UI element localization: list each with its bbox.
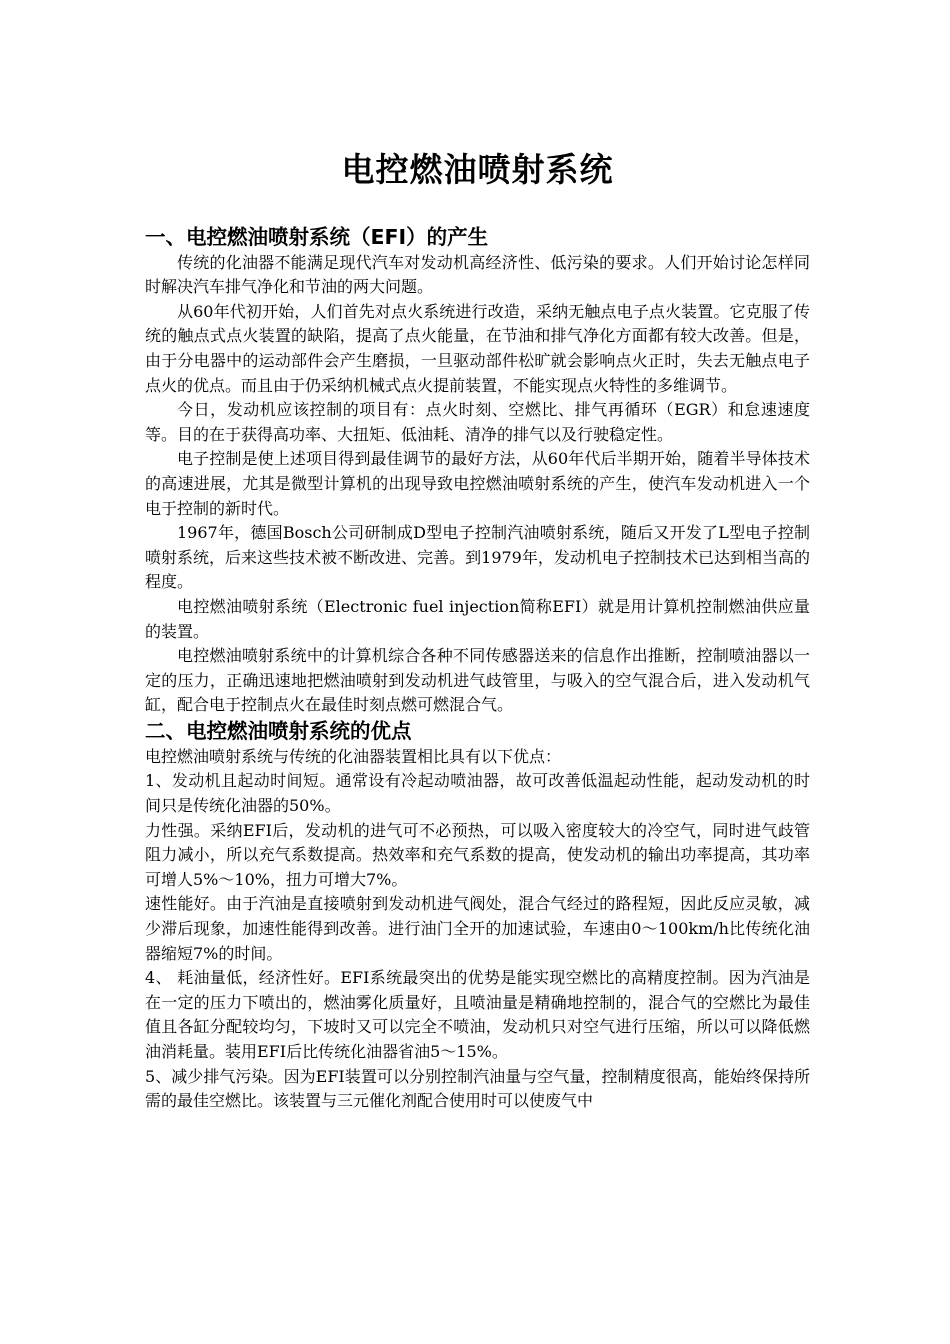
list-item: 4、 耗油量低，经济性好。EFI系统最突出的优势是能实现空燃比的高精度控制。因为汽油是在一定的压力下喷出的，燃油雾化质量好，且喷油量是精确地控制的，混合气的空燃比为最佳值且各缸分配较均匀，下坡时又可以完全不喷油，发动机只对空气进行压缩，所以可以降低燃油消耗量。装用EFI后比传统化油器省油5～15%。 [145,968,810,1061]
paragraph: 电控燃油喷射系统（Electronic fuel injection简称EFI）就是用计算机控制燃油供应量的装置。 [145,596,810,641]
paragraph: 1967年，德国Bosch公司研制成D型电子控制汽油喷射系统，随后又开发了L型电子控制喷射系统，后来这些技术被不断改进、完善。到1979年，发动机电子控制技术已达到相当高的程度。 [145,523,810,592]
section-efi-origin [145,224,810,718]
document-title: 电控燃油喷射系统 [341,150,614,189]
list-item: 速性能好。由于汽油是直接喷射到发动机进气阀处，混合气经过的路程短，因此反应灵敏，减少滞后现象，加速性能得到改善。进行油门全开的加速试验，车速由0～100km/h比传统化油器缩短7%的时间。 [145,894,810,963]
paragraph: 今日，发动机应该控制的项目有：点火时刻、空燃比、排气再循环（EGR）和怠速速度等。目的在于获得高功率、大扭矩、低油耗、清净的排气以及行驶稳定性。 [145,400,810,444]
section-efi-advantages [145,718,810,1114]
paragraph: 传统的化油器不能满足现代汽车对发动机高经济性、低污染的要求。人们开始讨论怎样同时解决汽车排气净化和节油的两大问题。 [145,252,810,297]
document-page [145,150,810,1114]
list-item: 5、减少排气污染。因为EFI装置可以分别控制汽油量与空气量，控制精度很高，能始终保持所需的最佳空燃比。该装置与三元催化剂配合使用时可以使废气中 [145,1066,810,1111]
paragraph: 电子控制是使上述项目得到最佳调节的最好方法，从60年代后半期开始，随着半导体技术的高速进展，尤其是微型计算机的出现导致电控燃油喷射系统的产生，使汽车发动机进入一个电于控制的新时代。 [145,449,810,518]
section-heading-efi-advantages: 二、电控燃油喷射系统的优点 [145,718,412,743]
paragraph: 电控燃油喷射系统与传统的化油器装置相比具有以下优点： [145,746,562,766]
paragraph: 从60年代初开始，人们首先对点火系统进行改造，采纳无触点电子点火装置。它克服了传统的触点式点火装置的缺陷，提高了点火能量，在节油和排气净化方面都有较大改善。但是，由于分电器中的运动部件会产生磨损，一旦驱动部件松旷就会影响点火正时，失去无触点电子点火的优点。而且由于仍采纳机械式点火提前装置，不能实现点火特性的多维调节。 [145,301,810,395]
list-item: 力性强。采纳EFI后，发动机的进气可不必预热，可以吸入密度较大的冷空气，同时进气歧管阻力减小，所以充气系数提高。热效率和充气系数的提高，使发动机的输出功率提高，其功率可增人5%～10%，扭力可增大7%。 [145,820,810,889]
paragraph: 电控燃油喷射系统中的计算机综合各种不同传感器送来的信息作出推断，控制喷油器以一定的压力，正确迅速地把燃油喷射到发动机进气歧管里，与吸入的空气混合后，进入发动机气缸，配合电于控制点火在最佳时刻点燃可燃混合气。 [145,646,810,715]
section-heading-efi-origin: 一、电控燃油喷射系统（EFI）的产生 [145,224,489,249]
list-item: 1、发动机且起动时间短。通常设有冷起动喷油器，故可改善低温起动性能，起动发动机的时间只是传统化油器的50%。 [145,771,810,816]
